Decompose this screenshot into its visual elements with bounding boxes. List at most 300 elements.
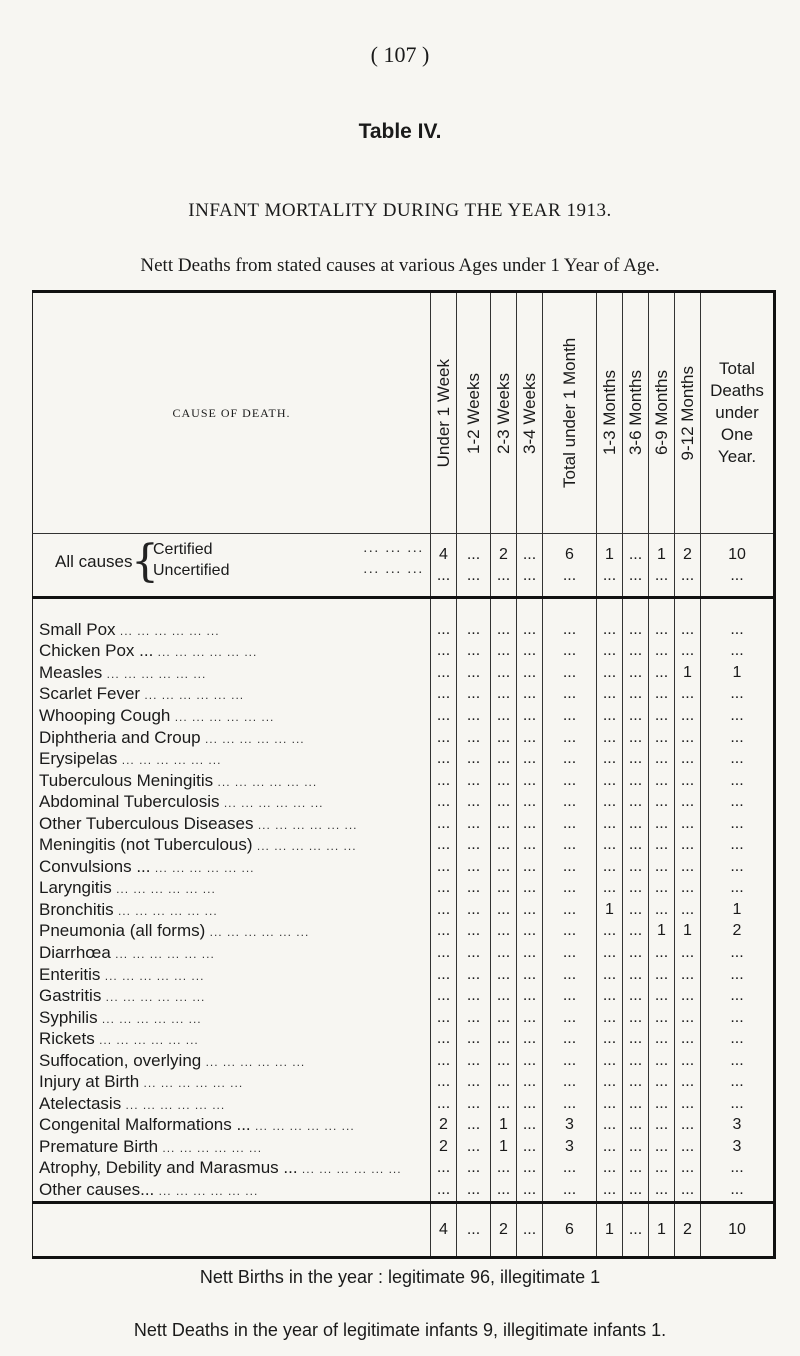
cause-name: Tuberculous Meningitis ... ... ... ... ... ...	[39, 770, 318, 790]
value-cell: ...	[649, 748, 675, 770]
leader-dots: ... ... ... ... ... ...	[121, 1097, 226, 1112]
value-cell: ...	[431, 641, 457, 663]
table-row	[33, 942, 775, 964]
value-cell: ...	[491, 813, 517, 835]
value-cell: 2	[431, 1136, 457, 1158]
mortality-table	[32, 290, 776, 1259]
certified-value: 10	[728, 546, 746, 563]
value-cell: ...	[623, 1158, 649, 1180]
value-cell: ...	[517, 878, 543, 900]
value-cell: ...	[543, 921, 597, 943]
value-cell: ...	[623, 964, 649, 986]
header-label: 3-4 Weeks	[519, 372, 539, 454]
value-cell: ...	[491, 985, 517, 1007]
cause-name: Premature Birth ... ... ... ... ... ...	[39, 1136, 263, 1156]
cause-name: Abdominal Tuberculosis ... ... ... ... ... ...	[39, 792, 324, 812]
value-cell: ...	[623, 1093, 649, 1115]
value-cell: ...	[675, 1158, 701, 1180]
table-row	[33, 1050, 775, 1072]
value-cell: ...	[543, 1071, 597, 1093]
value-cell: ...	[623, 705, 649, 727]
value-cell: ...	[675, 813, 701, 835]
value-cell: ...	[675, 1179, 701, 1202]
value-cell: ...	[701, 748, 775, 770]
leader-dots: ... ... ... ... ... ...	[110, 946, 215, 961]
value-cell: ...	[649, 1050, 675, 1072]
value-cell: ...	[649, 1136, 675, 1158]
value-cell: ...	[597, 1179, 623, 1202]
value-cell: ...	[543, 1158, 597, 1180]
table-row	[33, 856, 775, 878]
value-cell: ...	[431, 1179, 457, 1202]
value-cell: ...	[431, 1050, 457, 1072]
value-cell: ...	[597, 1007, 623, 1029]
header-cause: CAUSE OF DEATH.	[33, 292, 431, 534]
value-cell: ...	[675, 1071, 701, 1093]
value-cell: ...	[431, 684, 457, 706]
uncertified-value: ...	[466, 567, 481, 584]
value-cell: ...	[701, 1158, 775, 1180]
header-1-3-months	[597, 292, 623, 534]
value-cell: ...	[649, 1115, 675, 1137]
value-cell: ...	[675, 1007, 701, 1029]
leader-dots: ... ... ...	[363, 541, 424, 556]
all-causes-cell	[623, 534, 649, 598]
value-cell: ...	[517, 899, 543, 921]
value-cell: ...	[649, 662, 675, 684]
value-cell: ...	[675, 1028, 701, 1050]
value-cell: ...	[623, 748, 649, 770]
total-cell: ...	[517, 1202, 543, 1257]
value-cell: ...	[517, 813, 543, 835]
leader-dots: ... ... ... ... ... ...	[201, 1054, 306, 1069]
value-cell: ...	[701, 791, 775, 813]
value-cell: 1	[649, 921, 675, 943]
value-cell: ...	[457, 705, 491, 727]
value-cell: 3	[543, 1136, 597, 1158]
cause-name: Rickets ... ... ... ... ... ...	[39, 1029, 199, 1049]
value-cell: ...	[457, 878, 491, 900]
table-row	[33, 662, 775, 684]
leader-dots: ... ... ... ... ... ...	[111, 882, 216, 897]
total-cell: 10	[701, 1202, 775, 1257]
value-cell: ...	[543, 705, 597, 727]
value-cell: ...	[491, 1050, 517, 1072]
value-cell: ...	[431, 662, 457, 684]
value-cell: ...	[675, 856, 701, 878]
certified-label: Certified	[153, 541, 213, 558]
value-cell: ...	[457, 662, 491, 684]
cause-name: Chicken Pox ... ... ... ... ... ... ...	[39, 641, 258, 661]
value-cell: ...	[491, 1071, 517, 1093]
value-cell: ...	[457, 1158, 491, 1180]
value-cell: ...	[431, 727, 457, 749]
value-cell: ...	[649, 1007, 675, 1029]
value-cell: ...	[543, 1093, 597, 1115]
uncertified-value: ...	[602, 567, 617, 584]
value-cell: ...	[701, 942, 775, 964]
value-cell: ...	[431, 964, 457, 986]
value-cell: ...	[517, 727, 543, 749]
value-cell: ...	[649, 641, 675, 663]
value-cell: ...	[457, 1093, 491, 1115]
spacer-row	[33, 598, 775, 620]
table-row	[33, 1007, 775, 1029]
leader-dots: ... ... ... ... ... ...	[115, 623, 220, 638]
leader-dots: ... ... ... ... ... ...	[158, 1140, 263, 1155]
cause-name: Enteritis ... ... ... ... ... ...	[39, 964, 205, 984]
all-causes-cell	[517, 534, 543, 598]
total-cell: 2	[675, 1202, 701, 1257]
leader-dots: ... ... ... ... ... ...	[100, 968, 205, 983]
value-cell: 1	[675, 662, 701, 684]
cause-name: Whooping Cough ... ... ... ... ... ...	[39, 705, 275, 725]
value-cell: ...	[623, 1007, 649, 1029]
table-row	[33, 705, 775, 727]
value-cell: ...	[543, 641, 597, 663]
all-causes-cell	[649, 534, 675, 598]
table-row	[33, 1071, 775, 1093]
value-cell: ...	[675, 1050, 701, 1072]
certified-value: 2	[683, 546, 692, 563]
table-row	[33, 921, 775, 943]
cause-name: Gastritis ... ... ... ... ... ...	[39, 986, 206, 1006]
value-cell: ...	[543, 662, 597, 684]
value-cell: 3	[701, 1136, 775, 1158]
leader-dots: ... ... ... ... ... ...	[153, 645, 258, 660]
value-cell: ...	[623, 619, 649, 641]
value-cell: ...	[675, 985, 701, 1007]
value-cell: ...	[431, 878, 457, 900]
value-cell: ...	[675, 834, 701, 856]
value-cell: ...	[491, 878, 517, 900]
value-cell: ...	[623, 921, 649, 943]
value-cell: ...	[517, 684, 543, 706]
value-cell: ...	[457, 921, 491, 943]
value-cell: ...	[491, 1093, 517, 1115]
value-cell: ...	[597, 1050, 623, 1072]
value-cell: ...	[701, 1007, 775, 1029]
value-cell: ...	[543, 770, 597, 792]
value-cell: ...	[491, 856, 517, 878]
table-row	[33, 1115, 775, 1137]
value-cell: ...	[491, 921, 517, 943]
leader-dots: ... ... ... ... ... ...	[219, 796, 324, 811]
value-cell: ...	[701, 985, 775, 1007]
value-cell: 3	[543, 1115, 597, 1137]
value-cell: ...	[491, 942, 517, 964]
value-cell: ...	[457, 1179, 491, 1202]
value-cell: ...	[543, 1179, 597, 1202]
value-cell: ...	[491, 684, 517, 706]
table-row	[33, 985, 775, 1007]
certified-value: ...	[522, 546, 537, 563]
all-causes-cell	[701, 534, 775, 598]
value-cell: ...	[675, 899, 701, 921]
value-cell: ...	[675, 942, 701, 964]
certified-value: 1	[657, 546, 666, 563]
main-title: INFANT MORTALITY DURING THE YEAR 1913.	[188, 200, 612, 221]
cause-name: Diarrhœa ... ... ... ... ... ...	[39, 942, 215, 962]
value-cell: ...	[491, 1007, 517, 1029]
value-cell: ...	[623, 985, 649, 1007]
value-cell: ...	[597, 1115, 623, 1137]
subtitle: Nett Deaths from stated causes at various Ages under 1 Year of Age.	[140, 255, 660, 276]
header-label: 9-12 Months	[677, 365, 697, 461]
value-cell: ...	[675, 770, 701, 792]
value-cell: ...	[491, 705, 517, 727]
table-row	[33, 878, 775, 900]
value-cell: ...	[517, 791, 543, 813]
value-cell: ...	[701, 619, 775, 641]
value-cell: ...	[701, 1093, 775, 1115]
all-causes-cell	[491, 534, 517, 598]
value-cell: ...	[623, 1115, 649, 1137]
table-row	[33, 641, 775, 663]
table-row	[33, 964, 775, 986]
header-total-under-1-month	[543, 292, 597, 534]
leader-dots: ... ... ... ... ... ...	[140, 688, 245, 703]
certified-value: 1	[605, 546, 614, 563]
value-cell: ...	[597, 684, 623, 706]
value-cell: ...	[597, 878, 623, 900]
value-cell: ...	[649, 791, 675, 813]
header-9-12-months	[675, 292, 701, 534]
value-cell: ...	[649, 813, 675, 835]
leader-dots: ... ... ... ... ... ...	[297, 1162, 402, 1177]
value-cell: 2	[431, 1115, 457, 1137]
value-cell: ...	[623, 684, 649, 706]
value-cell: ...	[431, 1071, 457, 1093]
value-cell: ...	[517, 641, 543, 663]
uncertified-value: ...	[436, 567, 451, 584]
certified-value: 6	[565, 546, 574, 563]
value-cell: ...	[675, 705, 701, 727]
value-cell: ...	[431, 748, 457, 770]
value-cell: ...	[517, 770, 543, 792]
value-cell: ...	[517, 1050, 543, 1072]
value-cell: ...	[597, 921, 623, 943]
value-cell: 2	[701, 921, 775, 943]
value-cell: ...	[431, 1093, 457, 1115]
total-cell: ...	[457, 1202, 491, 1257]
value-cell: ...	[517, 1179, 543, 1202]
value-cell: ...	[491, 791, 517, 813]
value-cell: ...	[649, 705, 675, 727]
value-cell: ...	[701, 1179, 775, 1202]
uncertified-value: ...	[628, 567, 643, 584]
value-cell: ...	[431, 834, 457, 856]
value-cell: ...	[623, 1050, 649, 1072]
all-causes-cell	[543, 534, 597, 598]
value-cell: ...	[517, 748, 543, 770]
table-row	[33, 770, 775, 792]
value-cell: ...	[431, 942, 457, 964]
value-cell: ...	[701, 770, 775, 792]
value-cell: ...	[675, 791, 701, 813]
leader-dots: ... ... ... ... ... ...	[213, 774, 318, 789]
header-label: Total under 1 Month	[559, 337, 579, 489]
uncertified-value: ...	[680, 567, 695, 584]
leader-dots: ... ... ... ... ... ...	[102, 666, 207, 681]
value-cell: ...	[457, 619, 491, 641]
value-cell: ...	[597, 1158, 623, 1180]
uncertified-value: ...	[496, 567, 511, 584]
value-cell: ...	[491, 834, 517, 856]
cause-name: Atelectasis ... ... ... ... ... ...	[39, 1093, 226, 1113]
value-cell: ...	[491, 727, 517, 749]
total-cell: ...	[623, 1202, 649, 1257]
value-cell: ...	[491, 964, 517, 986]
value-cell: ...	[543, 985, 597, 1007]
leader-dots: ... ... ... ... ... ...	[250, 1119, 355, 1134]
value-cell: ...	[597, 1071, 623, 1093]
value-cell: ...	[517, 619, 543, 641]
leader-dots: ... ... ... ... ... ...	[101, 990, 206, 1005]
cause-name: Atrophy, Debility and Marasmus ... ... ... ... ... ... ...	[39, 1158, 402, 1178]
value-cell: ...	[597, 619, 623, 641]
value-cell: ...	[701, 813, 775, 835]
value-cell: ...	[623, 641, 649, 663]
table-title: Table IV.	[358, 120, 442, 143]
leader-dots: ... ... ... ... ... ...	[252, 839, 357, 854]
table-row	[33, 791, 775, 813]
value-cell: ...	[701, 727, 775, 749]
table-row	[33, 727, 775, 749]
cause-name: Injury at Birth ... ... ... ... ... ...	[39, 1072, 244, 1092]
cause-name: Other Tuberculous Diseases ... ... ... ... ... ...	[39, 813, 358, 833]
value-cell: ...	[543, 813, 597, 835]
value-cell: ...	[517, 705, 543, 727]
header-label: Under 1 Week	[433, 358, 453, 468]
value-cell: ...	[597, 1028, 623, 1050]
uncertified-value: ...	[730, 567, 744, 584]
value-cell: ...	[675, 1093, 701, 1115]
value-cell: ...	[543, 619, 597, 641]
value-cell: 1	[491, 1136, 517, 1158]
value-cell: ...	[457, 1007, 491, 1029]
value-cell: ...	[701, 856, 775, 878]
all-causes-label: All causes	[55, 552, 133, 571]
value-cell: ...	[543, 1028, 597, 1050]
value-cell: ...	[517, 1093, 543, 1115]
value-cell: 1	[597, 899, 623, 921]
value-cell: ...	[431, 899, 457, 921]
value-cell: ...	[543, 791, 597, 813]
all-causes-cell	[675, 534, 701, 598]
value-cell: ...	[431, 921, 457, 943]
cause-name: Other causes... ... ... ... ... ... ...	[39, 1179, 259, 1199]
certified-value: 4	[439, 546, 448, 563]
table-row	[33, 834, 775, 856]
header-1-2-weeks	[457, 292, 491, 534]
value-cell: ...	[517, 964, 543, 986]
value-cell: ...	[649, 684, 675, 706]
value-cell: ...	[517, 1115, 543, 1137]
table-row	[33, 899, 775, 921]
header-label: 6-9 Months	[651, 370, 671, 456]
uncertified-label: Uncertified	[153, 562, 230, 579]
value-cell: ...	[431, 791, 457, 813]
value-cell: ...	[431, 985, 457, 1007]
value-cell: ...	[623, 878, 649, 900]
value-cell: ...	[701, 878, 775, 900]
value-cell: ...	[597, 662, 623, 684]
value-cell: ...	[543, 1050, 597, 1072]
value-cell: ...	[457, 641, 491, 663]
value-cell: ...	[597, 770, 623, 792]
table-row	[33, 1028, 775, 1050]
cause-name: Meningitis (not Tuberculous) ... ... ... ... ... ...	[39, 835, 357, 855]
value-cell: ...	[649, 1093, 675, 1115]
value-cell: 1	[675, 921, 701, 943]
value-cell: ...	[597, 791, 623, 813]
value-cell: ...	[543, 834, 597, 856]
value-cell: ...	[701, 1071, 775, 1093]
value-cell: ...	[701, 1050, 775, 1072]
leader-dots: ... ... ... ... ... ...	[94, 1033, 199, 1048]
value-cell: ...	[623, 791, 649, 813]
value-cell: ...	[457, 1136, 491, 1158]
value-cell: ...	[457, 834, 491, 856]
uncertified-value: ...	[522, 567, 537, 584]
total-cell: 1	[597, 1202, 623, 1257]
cause-name: Congenital Malformations ... ... ... ... ... ... ...	[39, 1115, 355, 1135]
header-under-1-week	[431, 292, 457, 534]
value-cell: ...	[457, 748, 491, 770]
total-cell: 1	[649, 1202, 675, 1257]
value-cell: ...	[597, 942, 623, 964]
value-cell: ...	[517, 662, 543, 684]
value-cell: ...	[701, 1028, 775, 1050]
table-row	[33, 684, 775, 706]
value-cell: ...	[623, 662, 649, 684]
value-cell: ...	[649, 899, 675, 921]
value-cell: ...	[701, 705, 775, 727]
value-cell: ...	[623, 1028, 649, 1050]
value-cell: ...	[431, 770, 457, 792]
value-cell: ...	[649, 856, 675, 878]
value-cell: ...	[457, 770, 491, 792]
cause-name: Measles ... ... ... ... ... ...	[39, 662, 207, 682]
table-row	[33, 748, 775, 770]
value-cell: ...	[543, 856, 597, 878]
value-cell: ...	[675, 684, 701, 706]
value-cell: ...	[491, 1158, 517, 1180]
value-cell: ...	[543, 964, 597, 986]
value-cell: ...	[543, 942, 597, 964]
value-cell: ...	[491, 899, 517, 921]
value-cell: ...	[701, 641, 775, 663]
value-cell: ...	[491, 1179, 517, 1202]
value-cell: ...	[597, 641, 623, 663]
value-cell: ...	[649, 834, 675, 856]
value-cell: ...	[675, 878, 701, 900]
cause-name: Small Pox ... ... ... ... ... ...	[39, 619, 220, 639]
value-cell: ...	[517, 1136, 543, 1158]
table-row	[33, 619, 775, 641]
all-causes-cell	[457, 534, 491, 598]
table-row	[33, 1093, 775, 1115]
value-cell: ...	[457, 1028, 491, 1050]
value-cell: ...	[517, 1007, 543, 1029]
value-cell: ...	[597, 813, 623, 835]
value-cell: ...	[431, 619, 457, 641]
footer-deaths: Nett Deaths in the year of legitimate infants 9, illegitimate infants 1.	[133, 1320, 667, 1340]
brace-icon: {	[131, 536, 159, 587]
value-cell: ...	[431, 1007, 457, 1029]
value-cell: ...	[457, 899, 491, 921]
